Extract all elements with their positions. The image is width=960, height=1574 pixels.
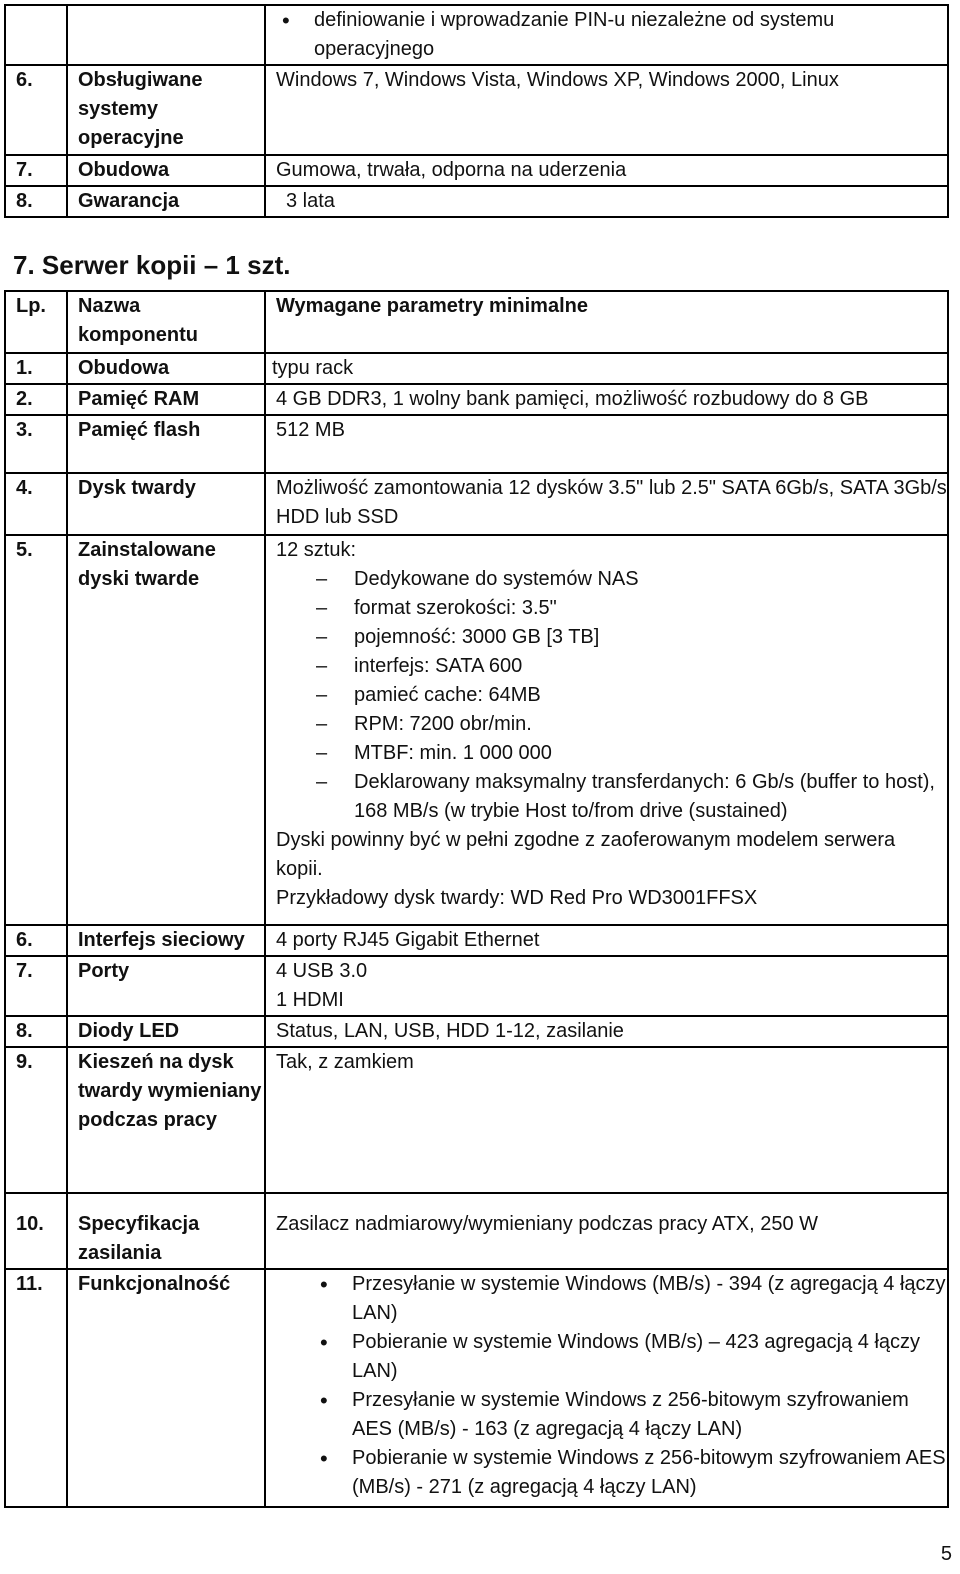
list-item: – format szerokości: 3.5" xyxy=(276,594,947,623)
port-usb: 4 USB 3.0 xyxy=(276,960,368,982)
component-name: Porty xyxy=(67,956,265,1016)
component-value xyxy=(265,535,948,925)
header-lp: Lp. xyxy=(5,291,67,353)
component-name: Gwarancja xyxy=(67,186,265,217)
component-name: Zainstalowane dyski twarde xyxy=(67,535,265,925)
component-name: Obudowa xyxy=(67,155,265,186)
row-number: 6. xyxy=(5,65,67,155)
component-name: Obsługiwane systemy operacyjne xyxy=(67,65,265,155)
component-name: Specyfikacja zasilania xyxy=(67,1193,265,1269)
component-name: Kieszeń na dysk twardy wymieniany podczas pracy xyxy=(67,1047,265,1193)
list-item: – pamieć cache: 64MB xyxy=(276,681,947,710)
table-row xyxy=(5,1047,948,1193)
table-row xyxy=(5,925,948,956)
row-number: 4. xyxy=(5,473,67,535)
component-value: Gumowa, trwała, odporna na uderzenia xyxy=(265,155,948,186)
component-value: typu rack xyxy=(265,353,948,384)
table-row xyxy=(5,1193,948,1269)
list-item: – RPM: 7200 obr/min. xyxy=(276,710,947,739)
row-number: 8. xyxy=(5,1016,67,1047)
component-name: Diody LED xyxy=(67,1016,265,1047)
component-value: Możliwość zamontowania 12 dysków 3.5" lub 2.5" SATA 6Gb/s, SATA 3Gb/s HDD lub SSD xyxy=(265,473,948,535)
row-number: 10. xyxy=(5,1193,67,1269)
component-value: Zasilacz nadmiarowy/wymieniany podczas pracy ATX, 250 W xyxy=(265,1193,948,1269)
list-item: – MTBF: min. 1 000 000 xyxy=(276,739,947,768)
list-item: • Pobieranie w systemie Windows (MB/s) – 423 agregacją 4 łączy LAN) xyxy=(314,1328,947,1386)
list-item: – Deklarowany maksymalny transferdanych: 6 Gb/s (buffer to host), 168 MB/s (w trybie Host to/from drive (sustained) xyxy=(276,768,947,826)
table-row xyxy=(5,65,948,155)
row-number: 2. xyxy=(5,384,67,415)
functionality-list xyxy=(314,1270,947,1502)
list-item: • Przesyłanie w systemie Windows (MB/s) - 394 (z agregacją 4 łączy LAN) xyxy=(314,1270,947,1328)
list-item: – pojemność: 3000 GB [3 TB] xyxy=(276,623,947,652)
component-name: Dysk twardy xyxy=(67,473,265,535)
drive-note: Dyski powinny być w pełni zgodne z zaoferowanym modelem serwera kopii. xyxy=(276,829,896,880)
row-number: 11. xyxy=(5,1269,67,1507)
component-name: Pamięć flash xyxy=(67,415,265,473)
row-number: 7. xyxy=(5,956,67,1016)
component-value: Status, LAN, USB, HDD 1-12, zasilanie xyxy=(265,1016,948,1047)
table-row xyxy=(5,956,948,1016)
table-row xyxy=(5,353,948,384)
component-value: 512 MB xyxy=(265,415,948,473)
spec-table-backup-server xyxy=(4,290,949,1508)
row-number: 5. xyxy=(5,535,67,925)
list-item: • Przesyłanie w systemie Windows z 256-bitowym szyfrowaniem AES (MB/s) - 163 (z agregacją 4 łączy LAN) xyxy=(314,1386,947,1444)
bullet-list xyxy=(276,6,947,64)
row-number: 9. xyxy=(5,1047,67,1193)
section-title: 7. Serwer kopii – 1 szt. xyxy=(13,250,291,280)
component-value: 3 lata xyxy=(265,186,948,217)
table-row xyxy=(5,5,948,65)
row-number: 7. xyxy=(5,155,67,186)
page-number: 5 xyxy=(940,1543,952,1565)
component-name: Interfejs sieciowy xyxy=(67,925,265,956)
list-item: – interfejs: SATA 600 xyxy=(276,652,947,681)
row-number: 3. xyxy=(5,415,67,473)
table-row xyxy=(5,415,948,473)
component-value: Windows 7, Windows Vista, Windows XP, Windows 2000, Linux xyxy=(265,65,948,155)
row-number: 8. xyxy=(5,186,67,217)
component-name: Pamięć RAM xyxy=(67,384,265,415)
component-value: 4 GB DDR3, 1 wolny bank pamięci, możliwość rozbudowy do 8 GB xyxy=(265,384,948,415)
component-name: Funkcjonalność xyxy=(67,1269,265,1507)
row-number: 1. xyxy=(5,353,67,384)
list-item: • Pobieranie w systemie Windows z 256-bitowym szyfrowaniem AES (MB/s) - 271 (z agregacją 4 łączy LAN) xyxy=(314,1444,947,1502)
component-name: Obudowa xyxy=(67,353,265,384)
drive-intro: 12 sztuk: xyxy=(276,539,357,561)
header-name: Nazwa komponentu xyxy=(67,291,265,353)
component-value xyxy=(265,956,948,1016)
table-row xyxy=(5,1269,948,1507)
table-header-row xyxy=(5,291,948,353)
table-row xyxy=(5,384,948,415)
table-row xyxy=(5,473,948,535)
spec-table-previous xyxy=(4,4,949,218)
drive-spec-list xyxy=(276,565,947,826)
list-item: • definiowanie i wprowadzanie PIN-u niezależne od systemu operacyjnego xyxy=(276,6,947,64)
component-value xyxy=(265,1269,948,1507)
port-hdmi: 1 HDMI xyxy=(276,989,344,1011)
header-value: Wymagane parametry minimalne xyxy=(265,291,948,353)
component-value: 4 porty RJ45 Gigabit Ethernet xyxy=(265,925,948,956)
component-value: Tak, z zamkiem xyxy=(265,1047,948,1193)
drive-example: Przykładowy dysk twardy: WD Red Pro WD3001FFSX xyxy=(276,887,758,909)
table-row xyxy=(5,155,948,186)
table-row xyxy=(5,1016,948,1047)
list-item: – Dedykowane do systemów NAS xyxy=(276,565,947,594)
table-row xyxy=(5,186,948,217)
row-number: 6. xyxy=(5,925,67,956)
table-row xyxy=(5,535,948,925)
